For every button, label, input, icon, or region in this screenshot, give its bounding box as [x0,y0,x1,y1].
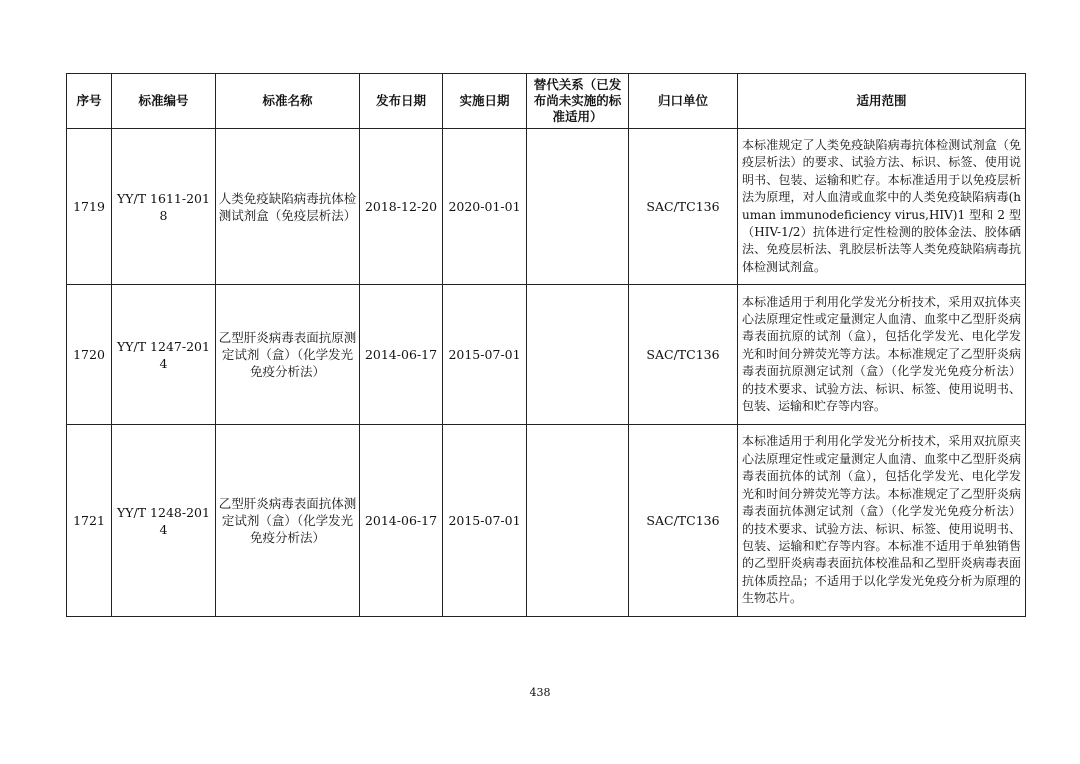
page-number: 438 [529,686,551,699]
table-row [67,129,1026,285]
cell-code: YY/T 1248-2014 [112,425,216,617]
cell-replace [527,285,629,425]
cell-scope: 本标准规定了人类免疫缺陷病毒抗体检测试剂盒（免疫层析法）的要求、试验方法、标识、标签、使用说明书、包装、运输和贮存。本标准适用于以免疫层析法为原理，对人血清或血浆中的人类免疫缺陷病毒(human immunodeficiency virus,HIV)1 型和 2 型（HIV-1/2）抗体进行定性检测的胶体金法、胶体硒法、免疫层析法、乳胶层析法等人类免疫缺陷病毒抗体检测试剂盒。 [738,129,1026,285]
table-row [67,285,1026,425]
cell-name: 乙型肝炎病毒表面抗原测定试剂（盒）（化学发光免疫分析法） [216,285,360,425]
cell-code: YY/T 1611-2018 [112,129,216,285]
cell-name: 人类免疫缺陷病毒抗体检测试剂盒（免疫层析法） [216,129,360,285]
cell-name: 乙型肝炎病毒表面抗体测定试剂（盒）（化学发光免疫分析法） [216,425,360,617]
header-name: 标准名称 [216,74,360,129]
cell-scope: 本标准适用于利用化学发光分析技术，采用双抗体夹心法原理定性或定量测定人血清、血浆中乙型肝炎病毒表面抗原的试剂（盒），包括化学发光、电化学发光和时间分辨荧光等方法。本标准规定了乙型肝炎病毒表面抗原测定试剂（盒）（化学发光免疫分析法）的技术要求、试验方法、标识、标签、使用说明书、包装、运输和贮存等内容。 [738,285,1026,425]
table-header-row [67,74,1026,129]
header-replace: 替代关系（已发布尚未实施的标准适用） [527,74,629,129]
cell-scope: 本标准适用于利用化学发光分析技术，采用双抗原夹心法原理定性或定量测定人血清、血浆中乙型肝炎病毒表面抗体的试剂（盒），包括化学发光、电化学发光和时间分辨荧光等方法。本标准规定了乙型肝炎病毒表面抗体测定试剂（盒）（化学发光免疫分析法）的技术要求、试验方法、标识、标签、使用说明书、包装、运输和贮存等内容。本标准不适用于单独销售的乙型肝炎病毒表面抗体校准品和乙型肝炎病毒表面抗体质控品；不适用于以化学发光免疫分析为原理的生物芯片。 [738,425,1026,617]
cell-code: YY/T 1247-2014 [112,285,216,425]
cell-publish-date: 2018-12-20 [360,129,443,285]
standards-table [66,73,1026,617]
cell-publish-date: 2014-06-17 [360,285,443,425]
header-scope: 适用范围 [738,74,1026,129]
cell-seq: 1719 [67,129,112,285]
header-publish-date: 发布日期 [360,74,443,129]
cell-replace [527,425,629,617]
header-dept: 归口单位 [629,74,738,129]
table-row [67,425,1026,617]
cell-replace [527,129,629,285]
cell-publish-date: 2014-06-17 [360,425,443,617]
cell-seq: 1721 [67,425,112,617]
header-seq: 序号 [67,74,112,129]
header-impl-date: 实施日期 [443,74,527,129]
cell-dept: SAC/TC136 [629,285,738,425]
cell-impl-date: 2015-07-01 [443,285,527,425]
cell-dept: SAC/TC136 [629,129,738,285]
cell-impl-date: 2020-01-01 [443,129,527,285]
cell-dept: SAC/TC136 [629,425,738,617]
cell-impl-date: 2015-07-01 [443,425,527,617]
cell-seq: 1720 [67,285,112,425]
header-code: 标准编号 [112,74,216,129]
